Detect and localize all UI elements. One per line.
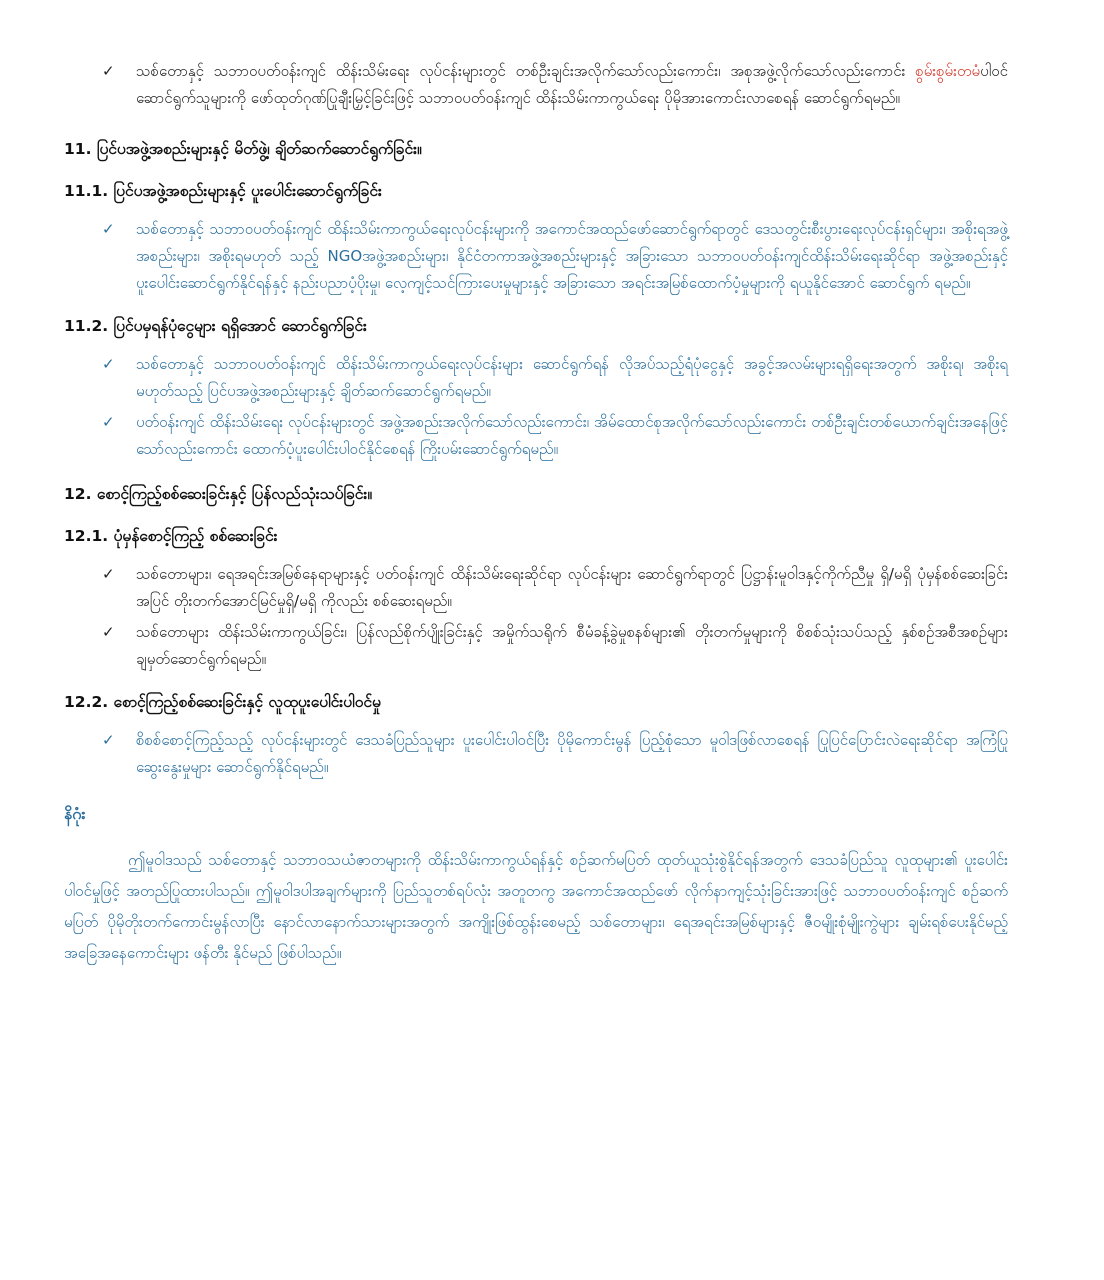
conclusion-paragraph: ဤမူဝါဒသည် သစ်တောနှင့် သဘာဝသယံဇာတများကို ထိန်းသိမ်းကာကွယ်ရန်နှင့် စဉ်ဆက်မပြတ် ထုတ်ယူသုံးစွဲနိုင်ရန်အတွက် ဒေသခံပြည်သူ လူထုများ၏ ပူးပေါင်းပါဝင်မှုဖြင့် အတည်ပြုထားပါသည်။ ဤမူဝါဒပါအချက်များကို ပြည်သူတစ်ရပ်လုံး အတူတကွ အကောင်အထည်ဖော် လိုက်နာကျင့်သုံးခြင်းအားဖြင့် သဘာဝပတ်ဝန်းကျင် စဉ်ဆက်မပြတ် ပိုမိုတိုးတက်ကောင်းမွန်လာပြီး နောင်လာနောက်သားများအတွက် အကျိုးဖြစ်ထွန်းစေမည့် သစ်တောများ၊ ရေအရင်းအမြစ်များနှင့် ဇီဝမျိုးစုံမျိုးကွဲများ ချမ်းရစ်ပေးနိုင်မည့် အခြေအနေကောင်းများ ဖန်တီး နိုင်မည် ဖြစ်ပါသည်။ [64, 851, 1008, 962]
bullet-list [64, 561, 1008, 673]
bullet-text: သစ်တောနှင့် သဘာဝပတ်ဝန်းကျင် ထိန်းသိမ်းကာကွယ်ရေးလုပ်ငန်းများ ဆောင်ရွက်ရန် လိုအပ်သည့်ရံပုံငွေနှင့် အခွင့်အလမ်းများရရှိရေးအတွက် အစိုးရ၊ အစိုးရမဟုတ်သည့် ပြင်ပအဖွဲ့အစည်းများနှင့် ချိတ်ဆက်ဆောင်ရွက်ရမည်။ [136, 355, 1008, 400]
section-heading: 11. ပြင်ပအဖွဲ့အစည်းများနှင့် မိတ်ဖွဲ့၊ ချိတ်ဆက်ဆောင်ရွက်ခြင်း။ [64, 140, 422, 158]
bullet-list [64, 351, 1008, 463]
check-icon: ✓ [102, 413, 115, 431]
subsection-heading: 11.2. ပြင်ပမှရန်ပုံငွေများ ရရှိအောင် ဆောင်ရွက်ခြင်း [64, 317, 367, 335]
bullet-text: သစ်တောများ ထိန်းသိမ်းကာကွယ်ခြင်း၊ ပြန်လည်စိုက်ပျိုးခြင်းနှင့် အမှိုက်သရိုက် စီမံခန့်ခွဲမှုစနစ်များ၏ တိုးတက်မှုများကို စိစစ်သုံးသပ်သည့် နှစ်စဉ်အစီအစဉ်များ ချမှတ်ဆောင်ရွက်ရမည်။ [136, 623, 1008, 668]
intro-bullet-list [64, 58, 1008, 112]
subsection-heading: 11.1. ပြင်ပအဖွဲ့အစည်းများနှင့် ပူးပေါင်းဆောင်ရွက်ခြင်း [64, 182, 382, 200]
subsection-heading: 12.2. စောင့်ကြည့်စစ်ဆေးခြင်းနှင့် လူထုပူးပေါင်းပါဝင်မှု [64, 693, 381, 711]
bullet-text: သစ်တောနှင့် သဘာဝပတ်ဝန်းကျင် ထိန်းသိမ်းကာကွယ်ရေးလုပ်ငန်းများကို အကောင်အထည်ဖော်ဆောင်ရွက်ရာတွင် ဒေသတွင်းစီးပွားရေးလုပ်ငန်းရှင်များ၊ အစိုးရအဖွဲ့အစည်းများ၊ အစိုးရမဟုတ် သည့် NGOအဖွဲ့အစည်းများ၊ နိုင်ငံတကာအဖွဲ့အစည်းများနှင့် အခြားသော သဘာဝပတ်ဝန်းကျင်ထိန်းသိမ်းရေးဆိုင်ရာ အဖွဲ့အစည်းနှင့် ပူးပေါင်းဆောင်ရွက်နိုင်ရန်နှင့် နည်းပညာပံ့ပိုးမှု၊ လေ့ကျင့်သင်ကြားပေးမှုများနှင့် အခြားသော အရင်းအမြစ်ထောက်ပံ့မှုများကို ရယူနိုင်အောင် ဆောင်ရွက် ရမည်။ [136, 220, 1008, 292]
check-icon: ✓ [102, 623, 115, 641]
check-icon: ✓ [102, 62, 115, 80]
section-heading: 12. စောင့်ကြည့်စစ်ဆေးခြင်းနှင့် ပြန်လည်သုံးသပ်ခြင်း။ [64, 485, 373, 503]
check-icon: ✓ [102, 731, 115, 749]
list-item [64, 409, 1008, 463]
bullet-list [64, 727, 1008, 781]
list-item [64, 58, 1008, 112]
list-item [64, 727, 1008, 781]
list-item [64, 561, 1008, 615]
list-item [64, 351, 1008, 405]
bullet-text: ပတ်ဝန်းကျင် ထိန်းသိမ်းရေး လုပ်ငန်းများတွင် အဖွဲ့အစည်းအလိုက်သော်လည်းကောင်း၊ အိမ်ထောင်စုအလိုက်သော်လည်းကောင်း တစ်ဦးချင်းတစ်ယောက်ချင်းအနေဖြင့် သော်လည်းကောင်း ထောက်ပံ့ပူးပေါင်းပါဝင်နိုင်စေရန် ကြိုးပမ်းဆောင်ရွက်ရမည်။ [136, 413, 1008, 458]
list-item [64, 619, 1008, 673]
conclusion-title: နိဂုံး [64, 804, 86, 823]
check-icon: ✓ [102, 565, 115, 583]
bullet-text: သစ်တောနှင့် သဘာဝပတ်ဝန်းကျင် ထိန်းသိမ်းရေး လုပ်ငန်းများတွင် တစ်ဦးချင်းအလိုက်သော်လည်းကောင်း၊ အစုအဖွဲ့လိုက်သော်လည်းကောင်း [136, 62, 916, 80]
bullet-text: စိစစ်စောင့်ကြည့်သည့် လုပ်ငန်းများတွင် ဒေသခံပြည်သူများ ပူးပေါင်းပါဝင်ပြီး ပိုမိုကောင်းမွန် ပြည့်စုံသော မူဝါဒဖြစ်လာစေရန် ပြုပြင်ပြောင်းလဲရေးဆိုင်ရာ အကြံပြုဆွေးနွေးမှုများ ဆောင်ရွက်နိုင်ရမည်။ [136, 731, 1008, 776]
check-icon: ✓ [102, 220, 115, 238]
highlighted-text: စွမ်းစွမ်းတမံ [915, 62, 981, 80]
subsection-heading: 12.1. ပုံမှန်စောင့်ကြည့် စစ်ဆေးခြင်း [64, 527, 278, 545]
bullet-text-continued: ပါဝင်ဆောင်ရွက်သူများကို ဖော်ထုတ်ဂုဏ်ပြုချီးမြှင့်ခြင်းဖြင့် သဘာဝပတ်ဝန်းကျင် ထိန်းသိမ်းကာကွယ်ရေး ပိုမိုအားကောင်းလာစေရန် ဆောင်ရွက်ရမည်။ [136, 62, 1008, 107]
check-icon: ✓ [102, 355, 115, 373]
bullet-text: သစ်တောများ၊ ရေအရင်းအမြစ်နေရာများနှင့် ပတ်ဝန်းကျင် ထိန်းသိမ်းရေးဆိုင်ရာ လုပ်ငန်းများ ဆောင်ရွက်ရာတွင် ပြဋ္ဌာန်းမူဝါဒနှင့်ကိုက်ညီမှု ရှိ/မရှိ ပုံမှန်စစ်ဆေးခြင်းအပြင် တိုးတက်အောင်မြင်မှုရှိ/မရှိ ကိုလည်း စစ်ဆေးရမည်။ [136, 565, 1008, 610]
list-item [64, 216, 1008, 297]
bullet-list [64, 216, 1008, 297]
